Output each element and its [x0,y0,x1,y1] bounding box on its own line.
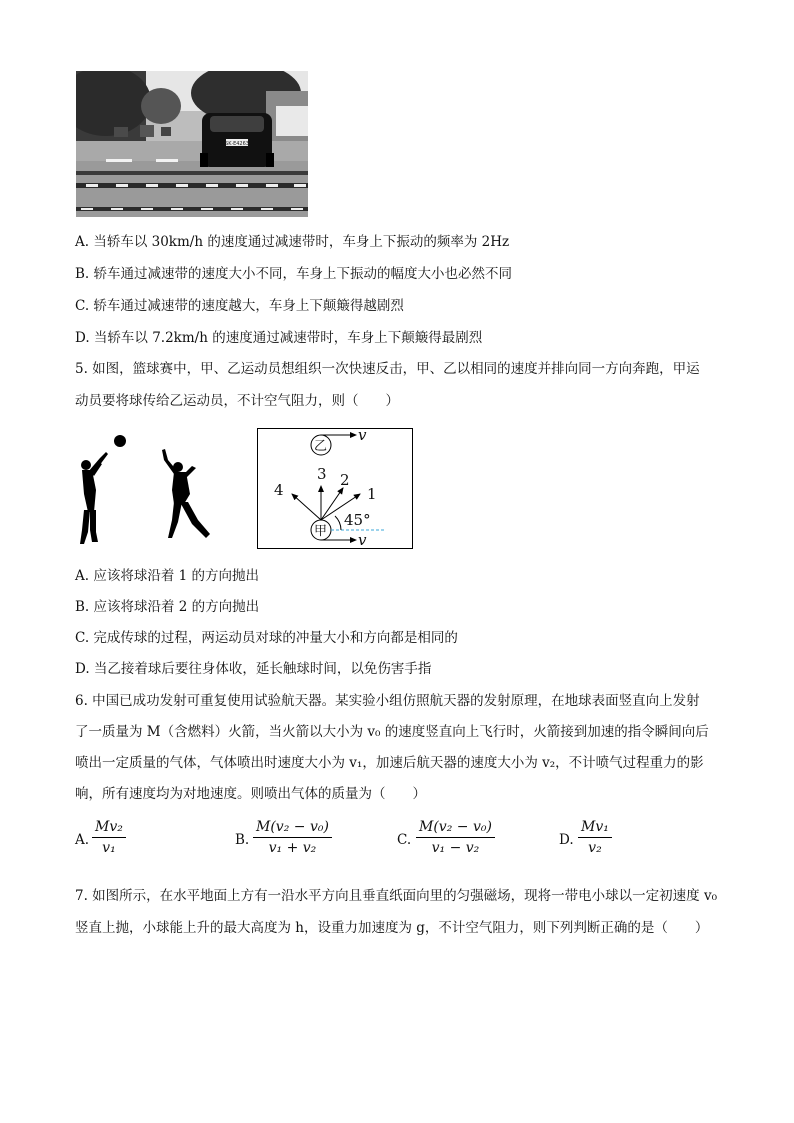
plate-text: SK·E4263 [225,141,249,147]
q6-option-d-numerator: Mv₁ [581,819,609,835]
q6-stem-line2: 了一质量为 M（含燃料）火箭，当火箭以大小为 v₀ 的速度竖直向上飞行时，火箭接到加速的指令瞬间向后 [75,724,709,740]
player-jia-label: 甲 [314,524,328,539]
q6-option-a-denominator: v₁ [102,840,116,856]
basketball-icon [114,435,126,447]
car-road-illustration [76,71,308,217]
q6-stem-line4: 响，所有速度均为对地速度。则喷出气体的质量为（ ） [75,786,426,802]
q6-stem-line1: 6. 中国已成功发射可重复使用试验航天器。某实验小组仿照航天器的发射原理，在地球表面竖直向上发射 [75,693,700,709]
direction-4-arrow [292,494,321,520]
q5-stem-line2: 动员要将球传给乙运动员，不计空气阻力，则（ ） [75,393,399,409]
direction-2-arrow [321,488,343,520]
q6-option-c-label: C. [397,832,412,848]
angle-label: 45° [344,511,371,529]
q6-option-c-fraction [416,819,495,856]
q5-option-d: D. 当乙接着球后要往身体收，延长触球时间，以免伤害手指 [75,661,432,677]
q4-option-d: D. 当轿车以 7.2km/h 的速度通过减速带时，车身上下颠簸得最剧烈 [75,330,483,346]
q6-option-d-fraction [578,819,612,856]
q4-option-c: C. 轿车通过减速带的速度越大，车身上下颠簸得越剧烈 [75,298,404,314]
pass-direction-diagram [257,428,413,549]
dir-label-3: 3 [317,465,327,483]
q5-option-c: C. 完成传球的过程，两运动员对球的冲量大小和方向都是相同的 [75,630,458,646]
q6-option-d-label: D. [559,832,574,848]
q5-option-a: A. 应该将球沿着 1 的方向抛出 [75,568,260,584]
q6-option-b-label: B. [235,832,250,848]
q4-option-a: A. 当轿车以 30km/h 的速度通过减速带时，车身上下振动的频率为 2Hz [75,234,510,250]
q6-option-c-numerator: M(v₂ − v₀) [419,819,492,835]
velocity-label-bottom: v [358,531,367,549]
player-yi-label: 乙 [314,439,328,454]
q5-option-b: B. 应该将球沿着 2 的方向抛出 [75,599,260,615]
q5-stem-line1: 5. 如图，篮球赛中，甲、乙运动员想组织一次快速反击，甲、乙以相同的速度并排向同一方向奔跑，甲运 [75,361,700,377]
q6-stem-line3: 喷出一定质量的气体，气体喷出时速度大小为 v₁，加速后航天器的速度大小为 v₂，不计喷气过程重力的影 [75,755,704,771]
q6-option-b-denominator: v₁ + v₂ [268,840,317,856]
basketball-players-illustration [74,432,224,550]
q6-option-a-fraction [92,819,126,856]
dir-label-2: 2 [340,471,350,489]
q6-option-a-label: A. [75,832,90,848]
q6-option-b-numerator: M(v₂ − v₀) [256,819,329,835]
q6-option-c-denominator: v₁ − v₂ [431,840,480,856]
q7-stem-line2: 竖直上抛，小球能上升的最大高度为 h，设重力加速度为 g，不计空气阻力，则下列判断正确的是（ ） [75,920,709,936]
dir-label-1: 1 [367,485,377,503]
q7-stem-line1: 7. 如图所示，在水平地面上方有一沿水平方向且垂直纸面向里的匀强磁场，现将一带电小球以一定初速度 v₀ [75,888,718,904]
dir-label-4: 4 [274,481,284,499]
speed-bump-photo [76,71,308,217]
q6-option-b-fraction [253,819,332,856]
q6-option-d-denominator: v₂ [588,840,602,856]
q6-option-a-numerator: Mv₂ [95,819,123,835]
q4-option-b: B. 轿车通过减速带的速度大小不同，车身上下振动的幅度大小也必然不同 [75,266,513,282]
velocity-label-top: v [358,426,367,444]
